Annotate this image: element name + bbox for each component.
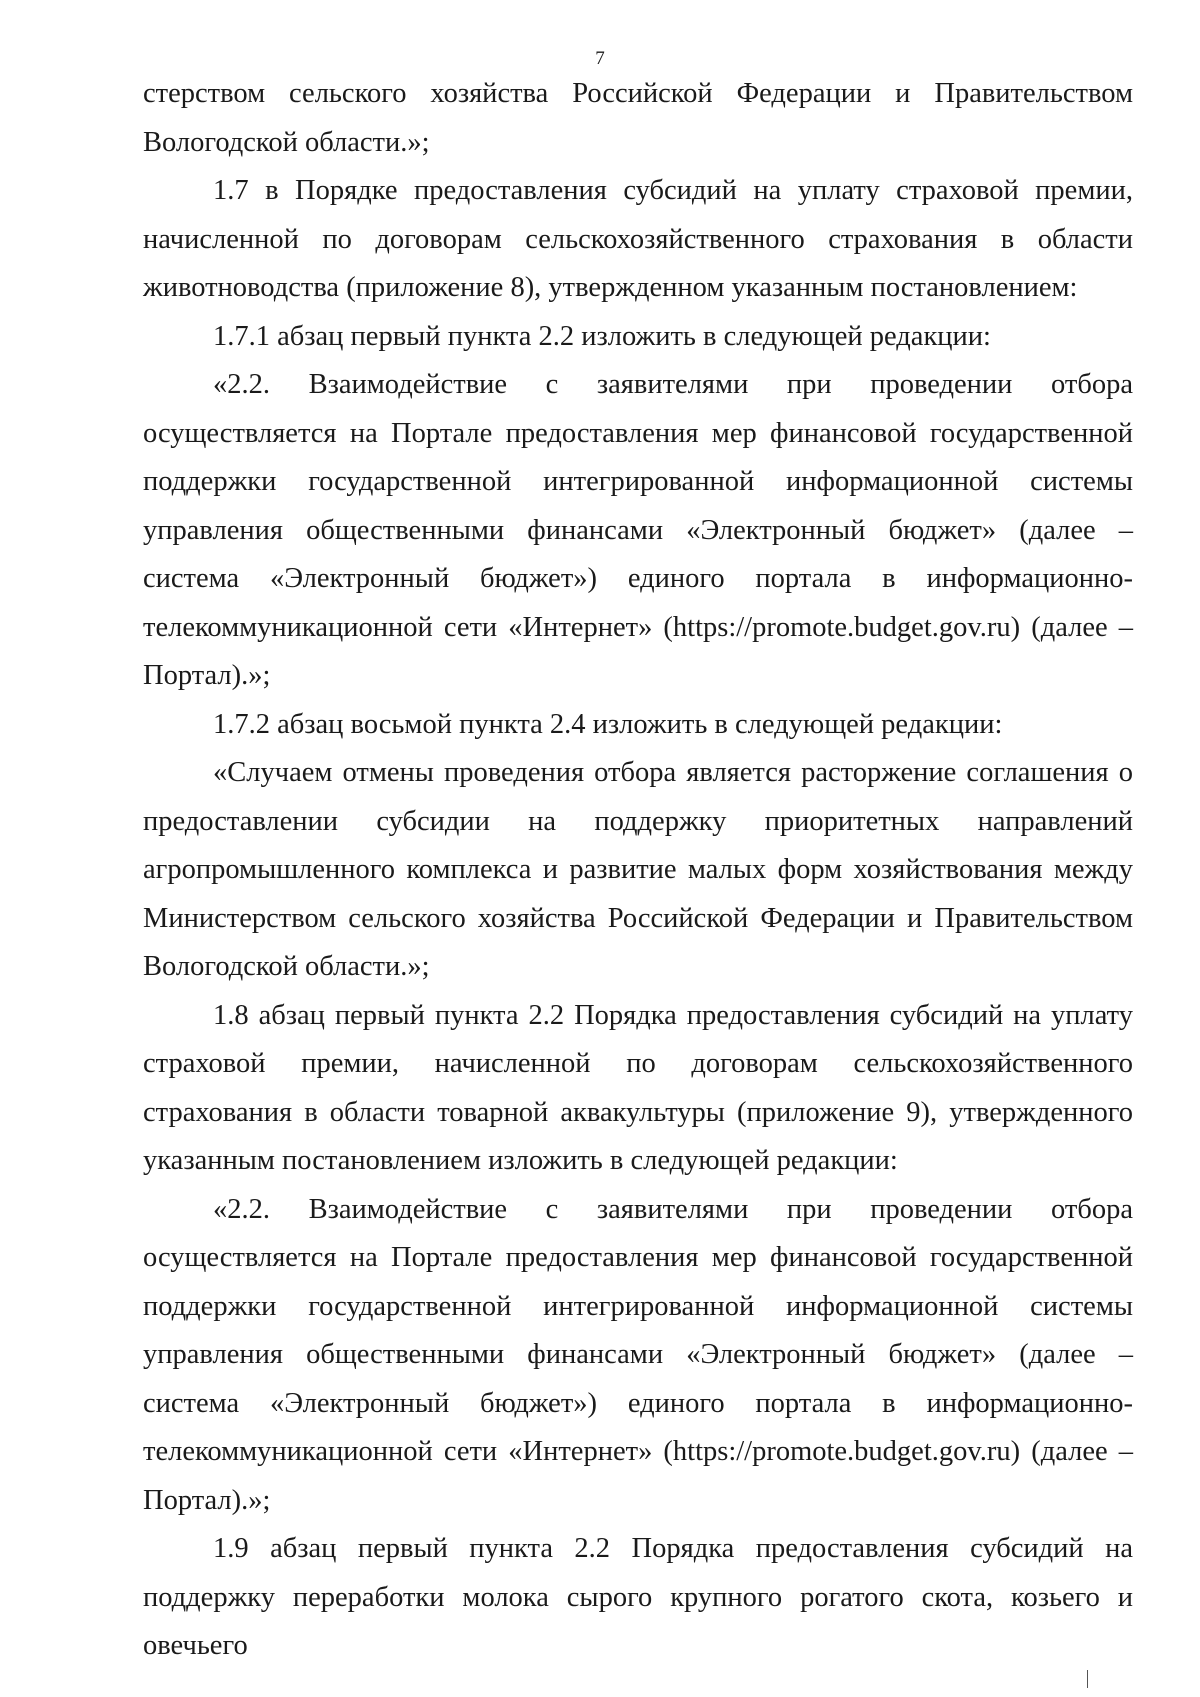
scan-edge-mark [1087,1670,1088,1688]
paragraph-item-1-8: 1.8 абзац первый пункта 2.2 Порядка предоставления субсидий на уплату страховой премии, начисленной по договорам сельскохозяйственного страхования в области товарной аквакультуры (приложение 9), утвержденного указанным постановлением изложить в следующей редакции: [143,999,1133,1176]
paragraph-quote-cancellation: «Случаем отмены проведения отбора является расторжение соглашения о предоставлении субсидии на поддержку приоритетных направлений агропромышленного комплекса и развитие малых форм хозяйствования между Министерством сельского хозяйства Российской Федерации и Правительством Вологодской области.»; [143,757,1133,982]
paragraph-item-1-7: 1.7 в Порядке предоставления субсидий на уплату страховой премии, начисленной по договорам сельскохозяйственного страхования в области животноводства (приложение 8), утвержденном указанным постановлением: [143,175,1133,303]
paragraph-item-1-7-1: 1.7.1 абзац первый пункта 2.2 изложить в следующей редакции: [213,320,991,352]
paragraph-item-1-9: 1.9 абзац первый пункта 2.2 Порядка предоставления субсидий на поддержку переработки молока сырого крупного рогатого скота, козьего и овечьего [143,1533,1133,1661]
page-number: 7 [595,48,605,69]
paragraph-item-1-7-2: 1.7.2 абзац восьмой пункта 2.4 изложить в следующей редакции: [213,708,1003,740]
paragraph-continuation: стерством сельского хозяйства Российской Федерации и Правительством Вологодской области.»; [143,78,1133,158]
paragraph-quote-2-2-second: «2.2. Взаимодействие с заявителями при проведении отбора осуществляется на Портале предоставления мер финансовой государственной поддержки государственной интегрированной информационной системы управления общественными финансами «Электронный бюджет» (далее – система «Электронный бюджет») единого портала в информационно-телекоммуникационной сети «Интернет» (https://promote.budget.gov.ru) (далее – Портал).»; [143,1193,1133,1516]
paragraph-quote-2-2-first: «2.2. Взаимодействие с заявителями при проведении отбора осуществляется на Портале предоставления мер финансовой государственной поддержки государственной интегрированной информационной системы управления общественными финансами «Электронный бюджет» (далее – система «Электронный бюджет») единого портала в информационно-телекоммуникационной сети «Интернет» (https://promote.budget.gov.ru) (далее – Портал).»; [143,369,1133,691]
document-body [143,70,1133,1671]
